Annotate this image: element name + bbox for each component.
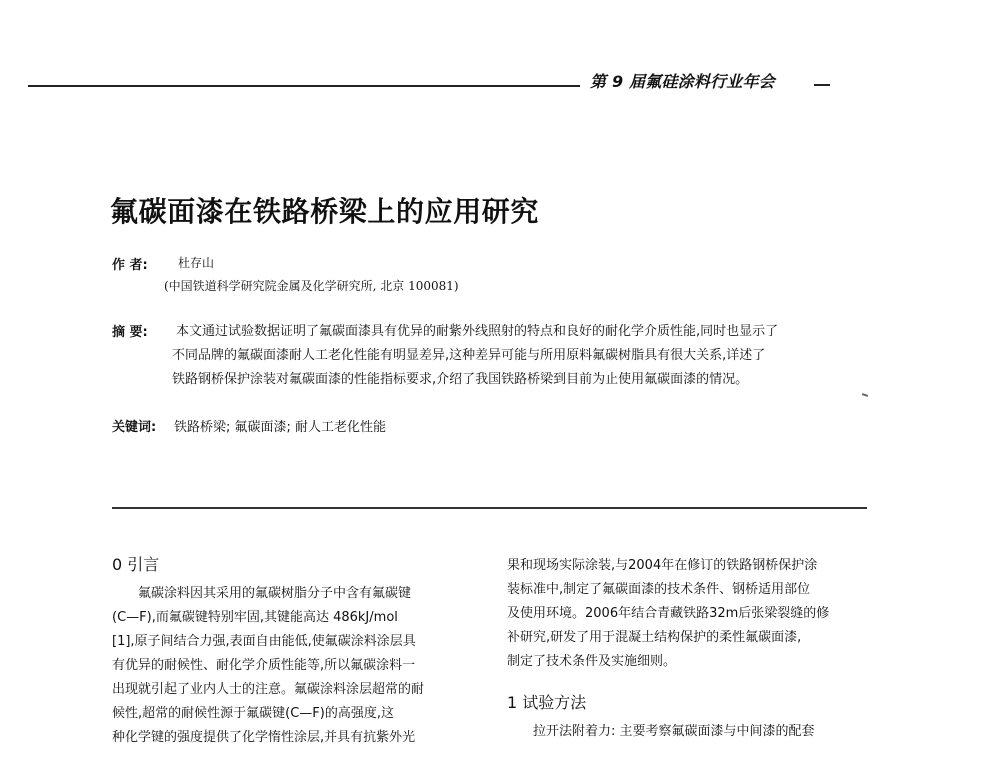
- introduction-heading: 0 引言: [112, 555, 160, 574]
- body-line: 及使用环境。2006年结合青藏铁路32m后张梁裂缝的修: [507, 606, 830, 621]
- left-column: [112, 552, 474, 750]
- header-rule: [28, 85, 580, 87]
- abstract-text: [172, 320, 886, 392]
- body-line: 制定了技术条件及实施细则。: [507, 654, 677, 669]
- test-method-heading: 1 试验方法: [507, 693, 587, 712]
- body-line: (C—F),而氟碳键特别牢固,其键能高达 486kJ/mol: [112, 610, 398, 625]
- abstract-line: 不同品牌的氟碳面漆耐人工老化性能有明显差异,这种差异可能与所用原料氟碳树脂具有很大关系,详述了: [172, 348, 766, 363]
- author-affiliation: (中国铁道科学研究院金属及化学研究所, 北京 100081): [164, 279, 459, 293]
- conference-header-title: 第 9 届氟硅涂料行业年会: [590, 72, 775, 91]
- header-end-dash: [814, 84, 830, 86]
- section-separator: [112, 507, 867, 509]
- section-gap: [507, 674, 869, 690]
- author-name: 杜存山: [178, 256, 215, 270]
- body-line: 装标准中,制定了氟碳面漆的技术条件、钢桥适用部位: [507, 582, 811, 597]
- body-line: 种化学键的强度提供了化学惰性涂层,并具有抗紫外光: [112, 730, 416, 745]
- body-line: 出现就引起了业内人士的注意。氟碳涂料涂层超常的耐: [112, 682, 425, 697]
- body-line: 氟碳涂料因其采用的氟碳树脂分子中含有氟碳键: [138, 586, 412, 601]
- body-line: 补研究,研发了用于混凝土结构保护的柔性氟碳面漆,: [507, 630, 802, 645]
- right-column: [507, 554, 869, 744]
- abstract-line: 铁路钢桥保护涂装对氟碳面漆的性能指标要求,介绍了我国铁路桥梁到目前为止使用氟碳面漆的情况。: [172, 372, 749, 387]
- body-line: 候性,超常的耐候性源于氟碳键(C—F)的高强度,这: [112, 706, 394, 721]
- paper-title: 氟碳面漆在铁路桥梁上的应用研究: [110, 194, 540, 228]
- body-line: 有优异的耐候性、耐化学介质性能等,所以氟碳涂料一: [112, 658, 416, 673]
- keywords-label: 关键词:: [112, 420, 157, 435]
- abstract-line: 本文通过试验数据证明了氟碳面漆具有优异的耐紫外线照射的特点和良好的耐化学介质性能,同时也显示了: [176, 324, 779, 339]
- author-label: 作 者:: [112, 258, 148, 273]
- body-line: 拉开法附着力: 主要考察氟碳面漆与中间漆的配套: [533, 724, 815, 739]
- body-line: 果和现场实际涂装,与2004年在修订的铁路钢桥保护涂: [507, 558, 818, 573]
- body-line: [1],原子间结合力强,表面自由能低,使氟碳涂料涂层具: [112, 634, 416, 649]
- scan-mark: [862, 393, 868, 397]
- keywords-text: 铁路桥梁; 氟碳面漆; 耐人工老化性能: [174, 420, 387, 435]
- abstract-label: 摘 要:: [112, 325, 148, 340]
